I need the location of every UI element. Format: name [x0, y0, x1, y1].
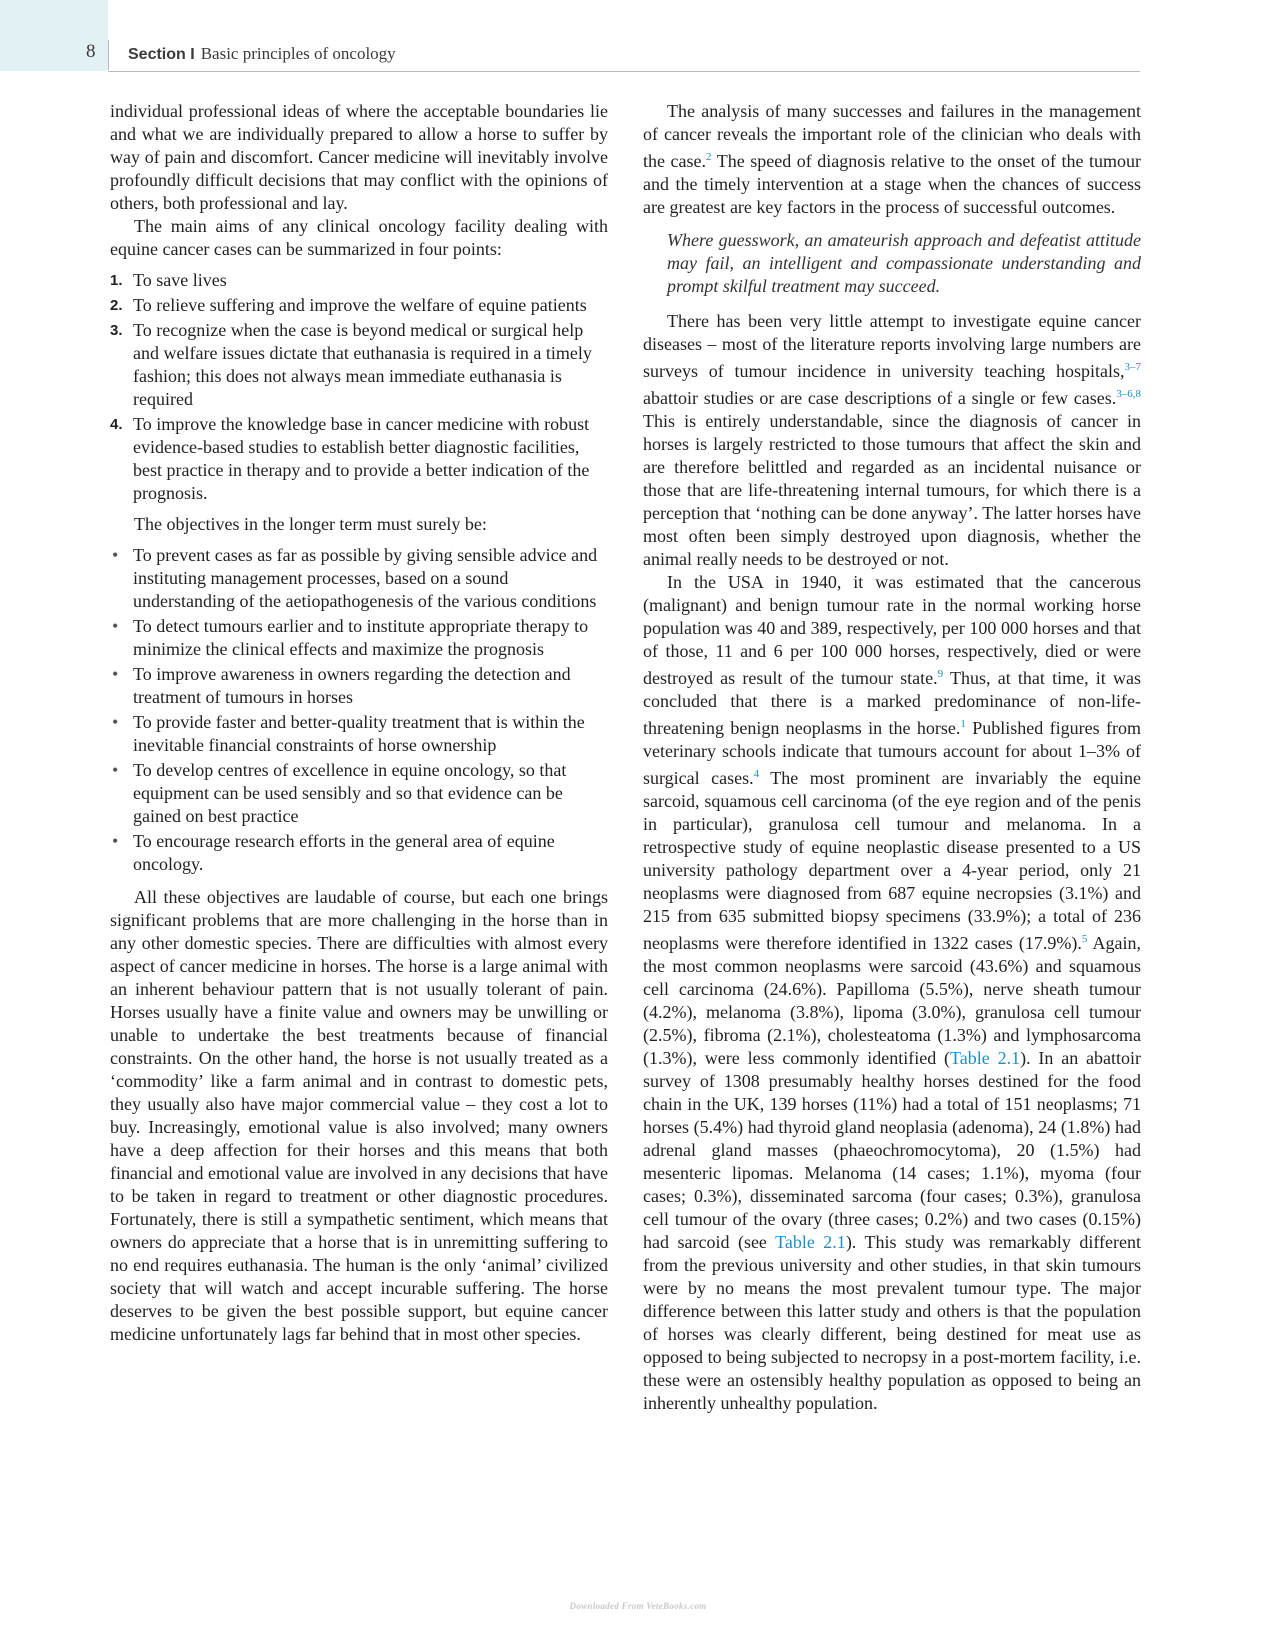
pull-quote: Where guesswork, an amateurish approach and defeatist attitude may fail, an intelligent and compassionate understanding and prompt skilful treatment may succeed. — [667, 230, 1141, 296]
download-watermark: Downloaded From VeteBooks.com — [569, 1601, 707, 1611]
citation-link[interactable]: 4 — [753, 768, 760, 780]
objectives-list — [110, 544, 608, 876]
list-item-text: To develop centres of excellence in equine oncology, so that equipment can be used sensibly and so that evidence can be gained on best practice — [133, 760, 567, 826]
aims-list — [110, 269, 608, 505]
text-run: ). This study was remarkably different from the previous university and other studies, in that skin tumours were by no means the most prevalent tumour type. The major difference between this latter study and others is that the population of horses was clearly different, being destined for meat use as opposed to being subjected to necropsy in a post-mortem facility, i.e. these were an ostensibly healthy population as opposed to being an inherently unhealthy population. — [643, 1232, 1142, 1413]
text-run: The speed of diagnosis relative to the onset of the tumour and the timely intervention at a stage when the chances of success are greatest are key factors in the process of successful outcomes. — [643, 151, 1142, 217]
list-item-text: To prevent cases as far as possible by giving sensible advice and instituting management processes, based on a sound understanding of the aetiopathogenesis of the various conditions — [133, 545, 598, 611]
text-run: The most prominent are invariably the equine sarcoid, squamous cell carcinoma (of the eye region and of the penis in particular), granulosa cell tumour and melanoma. In a retrospective study of equine neoplastic disease presented to a US university pathology department over a 4-year period, only 21 neoplasms were diagnosed from 687 equine necropsies (3.1%) and 215 from 635 submitted biopsy specimens (33.9%); a total of 236 neoplasms were therefore identified in 1322 cases (17.9%). — [643, 768, 1141, 953]
text-run: The analysis of many successes and failures in the management of cancer reveals the important role of the clinician who deals with the case. — [643, 101, 1141, 171]
text-run: In the USA in 1940, it was estimated that the cancerous (malignant) and benign tumour rate in the normal working horse population was 40 and 389, respectively, per 100 000 horses and that of those, 11 and 6 per 100 000 horses, respectively, died or were destroyed as result of the tumour state. — [643, 572, 1141, 688]
paragraph — [643, 571, 1141, 1415]
citation-link[interactable]: 3–6,8 — [1116, 388, 1141, 400]
list-item-text: To encourage research efforts in the general area of equine oncology. — [133, 831, 555, 874]
list-number: 1. — [110, 272, 123, 289]
text-run: Published figures from veterinary schools indicate that tumours account for about 1–3% of surgical cases. — [643, 718, 1141, 788]
citation-link[interactable]: 3–7 — [1124, 361, 1141, 373]
paragraph: The main aims of any clinical oncology facility dealing with equine cancer cases can be summarized in four points: — [110, 216, 608, 259]
paragraph — [643, 100, 1141, 219]
section-label: Section I — [128, 46, 195, 63]
running-head — [128, 44, 396, 64]
bullet-icon: • — [112, 831, 119, 851]
list-item — [110, 269, 608, 292]
right-column — [643, 100, 1141, 1415]
list-item-text: To improve awareness in owners regarding the detection and treatment of tumours in horses — [133, 664, 571, 707]
list-item — [110, 413, 608, 505]
section-title: Basic principles of oncology — [200, 44, 396, 63]
citation-link[interactable]: 9 — [937, 668, 944, 680]
left-column — [110, 100, 608, 1346]
text-run: This is entirely understandable, since the diagnosis of cancer in horses is largely restricted to those tumours that affect the skin and are therefore belittled and regarded as an incidental nuisance or those that are life-threatening internal tumours, for which there is a perception that ‘nothing can be done anyway’. The latter horses have most often been simply destroyed upon diagnosis, whether the animal really needs to be destroyed or not. — [643, 411, 1141, 569]
citation-link[interactable]: 1 — [960, 718, 966, 730]
list-item — [110, 319, 608, 411]
list-item-text: To save lives — [133, 270, 227, 290]
list-item-text: To provide faster and better-quality treatment that is within the inevitable financial constraints of horse ownership — [133, 712, 585, 755]
list-item-text: To recognize when the case is beyond medical or surgical help and welfare issues dictate that euthanasia is required in a timely fashion; this does not always mean immediate euthanasia is required — [133, 320, 592, 409]
list-item — [110, 759, 608, 828]
list-item — [110, 711, 608, 757]
list-item-text: To improve the knowledge base in cancer medicine with robust evidence-based studies to establish better diagnostic facilities, best practice in therapy and to provide a better indication of the prognosis. — [133, 414, 590, 503]
list-item — [110, 830, 608, 876]
text-run: abattoir studies or are case descriptions of a single or few cases. — [643, 388, 1117, 408]
list-item — [110, 544, 608, 613]
list-number: 2. — [110, 297, 123, 314]
list-item-text: To detect tumours earlier and to institute appropriate therapy to minimize the clinical effects and maximize the prognosis — [133, 616, 589, 659]
text-run: Again, the most common neoplasms were sarcoid (43.6%) and squamous cell carcinoma (24.6%). Papilloma (5.5%), nerve sheath tumour (4.2%), melanoma (3.8%), lipoma (3.0%), granulosa cell tumour (2.5%), fibroma (2.1%), cholesteatoma (1.3%) and lymphosarcoma (1.3%), were less commonly identified ( — [643, 933, 1141, 1068]
table-link[interactable]: Table 2.1 — [775, 1232, 846, 1252]
list-item — [110, 615, 608, 661]
bullet-icon: • — [112, 616, 119, 636]
table-link[interactable]: Table 2.1 — [950, 1048, 1021, 1068]
text-run: ). In an abattoir survey of 1308 presumably healthy horses destined for the food chain in the UK, 139 horses (11%) had a total of 151 neoplasms; 71 horses (5.4%) had thyroid gland neoplasia (adenoma), 24 (1.8%) had adrenal gland masses (phaeochromocytoma), 20 (1.5%) had mesenteric lipomas. Melanoma (14 cases; 1.1%), myoma (four cases; 0.3%), disseminated sarcoma (four cases; 0.3%), granulosa cell tumour of the ovary (three cases; 0.2%) and two cases (0.15%) had sarcoid (see — [643, 1048, 1142, 1252]
paragraph: The objectives in the longer term must surely be: — [134, 514, 487, 534]
paragraph: All these objectives are laudable of course, but each one brings significant problems that are more challenging in the horse than in any other domestic species. There are difficulties with almost every aspect of cancer medicine in horses. The horse is a large animal with an inherent behaviour pattern that is not usually tolerant of pain. Horses usually have a finite value and owners may be unwilling or unable to undertake the best treatments because of financial constraints. On the other hand, the horse is not usually treated as a ‘commodity’ like a farm animal and in contrast to domestic pets, they usually also have major commercial value – they cost a lot to buy. Increasingly, emotional value is also involved; many owners have a deep affection for their horses and this means that both financial and emotional value are involved in any decisions that have to be taken in regard to treatment or other diagnostic procedures. Fortunately, there is still a sympathetic sentiment, which means that owners do appreciate that a horse that is in unremitting suffering to no end requires euthanasia. The human is the only ‘animal’ civilized society that will watch and accept incurable suffering. The horse deserves to be given the best possible support, but equine cancer medicine unfortunately lags far behind that in most other species. — [110, 887, 608, 1344]
list-item-text: To relieve suffering and improve the welfare of equine patients — [133, 295, 587, 315]
text-run: Thus, at that time, it was concluded that there is a marked predominance of non-life-threatening benign neoplasms in the horse. — [643, 668, 1141, 738]
paragraph: individual professional ideas of where the acceptable boundaries lie and what we are individually prepared to allow a horse to suffer by way of pain and discomfort. Cancer medicine will inevitably involve profoundly difficult decisions that may conflict with the opinions of others, both professional and lay. — [110, 101, 608, 213]
list-item — [110, 663, 608, 709]
text-run: There has been very little attempt to investigate equine cancer diseases – most of the literature reports involving large numbers are surveys of tumour incidence in university teaching hospitals, — [643, 311, 1141, 381]
bullet-icon: • — [112, 664, 119, 684]
bullet-icon: • — [112, 712, 119, 732]
header-rule — [108, 71, 1140, 72]
bullet-icon: • — [112, 760, 119, 780]
paragraph — [643, 310, 1141, 571]
bullet-icon: • — [112, 545, 119, 565]
header-divider — [108, 40, 109, 70]
list-item — [110, 294, 608, 317]
list-number: 4. — [110, 416, 123, 433]
page-number: 8 — [86, 41, 96, 62]
list-number: 3. — [110, 322, 123, 339]
citation-link[interactable]: 5 — [1081, 933, 1088, 945]
citation-link[interactable]: 2 — [706, 151, 712, 163]
